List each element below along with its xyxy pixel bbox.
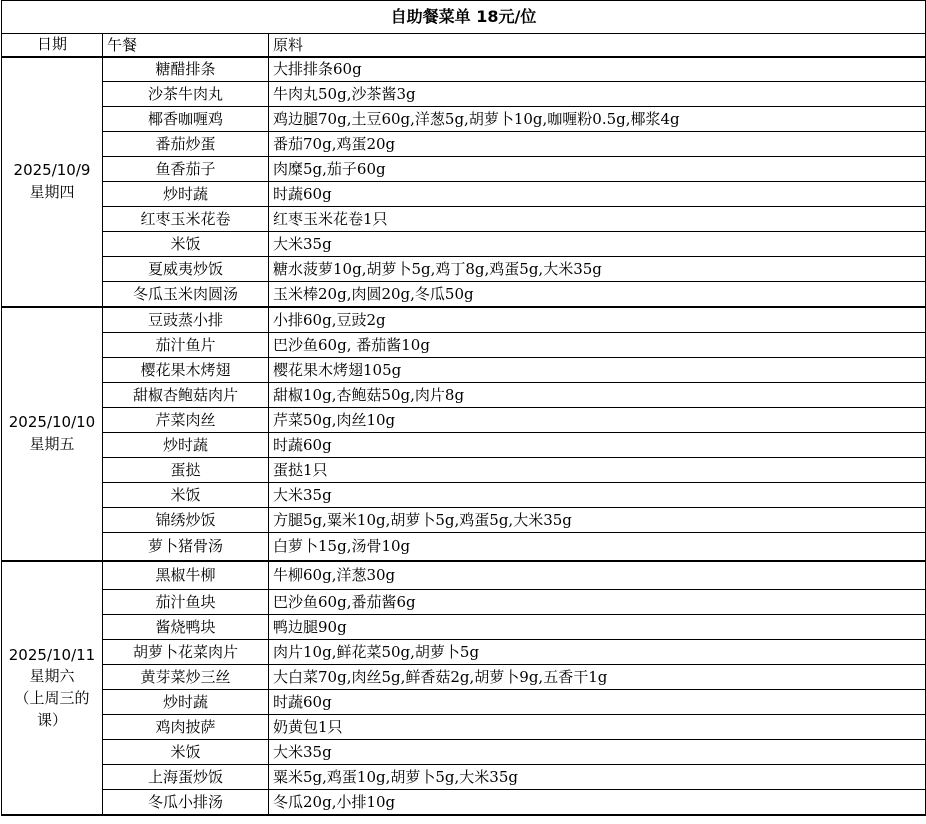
- table-row: [2, 590, 926, 615]
- table-row: [2, 715, 926, 740]
- table-row: [2, 82, 926, 107]
- header-lunch: 午餐: [103, 34, 269, 58]
- dish-ingredients: 玉米棒20g,肉圆20g,冬瓜50g: [269, 282, 926, 308]
- day-date: 2025/10/10: [8, 413, 96, 432]
- table-row: [2, 232, 926, 257]
- table-row: [2, 157, 926, 182]
- table-row: [2, 207, 926, 232]
- dish-ingredients: 大米35g: [269, 740, 926, 765]
- dish-name: 黑椒牛柳: [103, 561, 269, 590]
- title-row: [2, 1, 926, 34]
- dish-name: 冬瓜小排汤: [103, 790, 269, 816]
- table-row: [2, 458, 926, 483]
- table-row: [2, 132, 926, 157]
- dish-name: 茄汁鱼片: [103, 333, 269, 358]
- dish-name: 炒时蔬: [103, 690, 269, 715]
- dish-name: 炒时蔬: [103, 433, 269, 458]
- table-row: [2, 107, 926, 132]
- header-row: [2, 34, 926, 58]
- day-date-cell: [2, 57, 103, 307]
- day-date-cell: [2, 307, 103, 561]
- dish-ingredients: 鸭边腿90g: [269, 615, 926, 640]
- dish-ingredients: 白萝卜15g,汤骨10g: [269, 533, 926, 562]
- dish-name: 椰香咖喱鸡: [103, 107, 269, 132]
- dish-ingredients: 巴沙鱼60g, 番茄酱10g: [269, 333, 926, 358]
- table-row: [2, 333, 926, 358]
- table-row: [2, 57, 926, 82]
- dish-ingredients: 时蔬60g: [269, 433, 926, 458]
- dish-name: 米饭: [103, 483, 269, 508]
- dish-ingredients: 冬瓜20g,小排10g: [269, 790, 926, 816]
- table-row: [2, 615, 926, 640]
- dish-ingredients: 甜椒10g,杏鲍菇50g,肉片8g: [269, 383, 926, 408]
- table-row: [2, 408, 926, 433]
- dish-ingredients: 肉片10g,鲜花菜50g,胡萝卜5g: [269, 640, 926, 665]
- table-row: [2, 561, 926, 590]
- day-date: 2025/10/9: [13, 161, 91, 180]
- dish-ingredients: 番茄70g,鸡蛋20g: [269, 132, 926, 157]
- dish-name: 夏威夷炒饭: [103, 257, 269, 282]
- dish-name: 糖醋排条: [103, 57, 269, 82]
- dish-ingredients: 大白菜70g,肉丝5g,鲜香菇2g,胡萝卜9g,五香干1g: [269, 665, 926, 690]
- dish-name: 红枣玉米花卷: [103, 207, 269, 232]
- table-row: [2, 433, 926, 458]
- dish-name: 米饭: [103, 232, 269, 257]
- table-row: [2, 358, 926, 383]
- dish-ingredients: 肉糜5g,茄子60g: [269, 157, 926, 182]
- dish-ingredients: 牛肉丸50g,沙茶酱3g: [269, 82, 926, 107]
- menu-title: 自助餐菜单 18元/位: [2, 1, 926, 34]
- dish-name: 酱烧鸭块: [103, 615, 269, 640]
- day-date-cell: [2, 561, 103, 815]
- dish-name: 炒时蔬: [103, 182, 269, 207]
- table-row: [2, 483, 926, 508]
- dish-name: 鱼香茄子: [103, 157, 269, 182]
- dish-name: 蛋挞: [103, 458, 269, 483]
- dish-ingredients: 蛋挞1只: [269, 458, 926, 483]
- table-row: [2, 307, 926, 333]
- header-ingredients: 原料: [269, 34, 926, 58]
- dish-ingredients: 大排排条60g: [269, 57, 926, 82]
- table-row: [2, 765, 926, 790]
- dish-name: 上海蛋炒饭: [103, 765, 269, 790]
- table-row: [2, 640, 926, 665]
- dish-name: 黄芽菜炒三丝: [103, 665, 269, 690]
- table-row: [2, 383, 926, 408]
- table-row: [2, 182, 926, 207]
- dish-ingredients: 奶黄包1只: [269, 715, 926, 740]
- day-weekday: 星期六: [29, 667, 75, 686]
- table-row: [2, 690, 926, 715]
- dish-ingredients: 小排60g,豆豉2g: [269, 307, 926, 333]
- dish-name: 米饭: [103, 740, 269, 765]
- dish-name: 芹菜肉丝: [103, 408, 269, 433]
- dish-ingredients: 时蔬60g: [269, 690, 926, 715]
- table-row: [2, 508, 926, 533]
- dish-name: 胡萝卜花菜肉片: [103, 640, 269, 665]
- table-row: [2, 665, 926, 690]
- dish-name: 樱花果木烤翅: [103, 358, 269, 383]
- dish-ingredients: 大米35g: [269, 232, 926, 257]
- day-weekday: 星期四: [29, 183, 75, 201]
- dish-name: 番茄炒蛋: [103, 132, 269, 157]
- dish-ingredients: 糖水菠萝10g,胡萝卜5g,鸡丁8g,鸡蛋5g,大米35g: [269, 257, 926, 282]
- dish-ingredients: 牛柳60g,洋葱30g: [269, 561, 926, 590]
- dish-ingredients: 鸡边腿70g,土豆60g,洋葱5g,胡萝卜10g,咖喱粉0.5g,椰浆4g: [269, 107, 926, 132]
- table-row: [2, 533, 926, 562]
- table-row: [2, 282, 926, 308]
- day-note: （上周三的课）: [14, 689, 90, 729]
- dish-name: 冬瓜玉米肉圆汤: [103, 282, 269, 308]
- dish-ingredients: 樱花果木烤翅105g: [269, 358, 926, 383]
- header-date: 日期: [2, 34, 103, 58]
- table-row: [2, 257, 926, 282]
- dish-name: 沙茶牛肉丸: [103, 82, 269, 107]
- table-row: [2, 740, 926, 765]
- day-weekday: 星期五: [29, 435, 75, 453]
- dish-ingredients: 红枣玉米花卷1只: [269, 207, 926, 232]
- table-row: [2, 790, 926, 816]
- dish-ingredients: 方腿5g,粟米10g,胡萝卜5g,鸡蛋5g,大米35g: [269, 508, 926, 533]
- day-date: 2025/10/11: [8, 645, 96, 664]
- dish-name: 甜椒杏鲍菇肉片: [103, 383, 269, 408]
- dish-name: 茄汁鱼块: [103, 590, 269, 615]
- dish-ingredients: 粟米5g,鸡蛋10g,胡萝卜5g,大米35g: [269, 765, 926, 790]
- dish-name: 锦绣炒饭: [103, 508, 269, 533]
- dish-ingredients: 时蔬60g: [269, 182, 926, 207]
- dish-name: 豆豉蒸小排: [103, 307, 269, 333]
- dish-name: 鸡肉披萨: [103, 715, 269, 740]
- dish-ingredients: 巴沙鱼60g,番茄酱6g: [269, 590, 926, 615]
- dish-ingredients: 大米35g: [269, 483, 926, 508]
- menu-table: [1, 0, 926, 816]
- dish-name: 萝卜猪骨汤: [103, 533, 269, 562]
- dish-ingredients: 芹菜50g,肉丝10g: [269, 408, 926, 433]
